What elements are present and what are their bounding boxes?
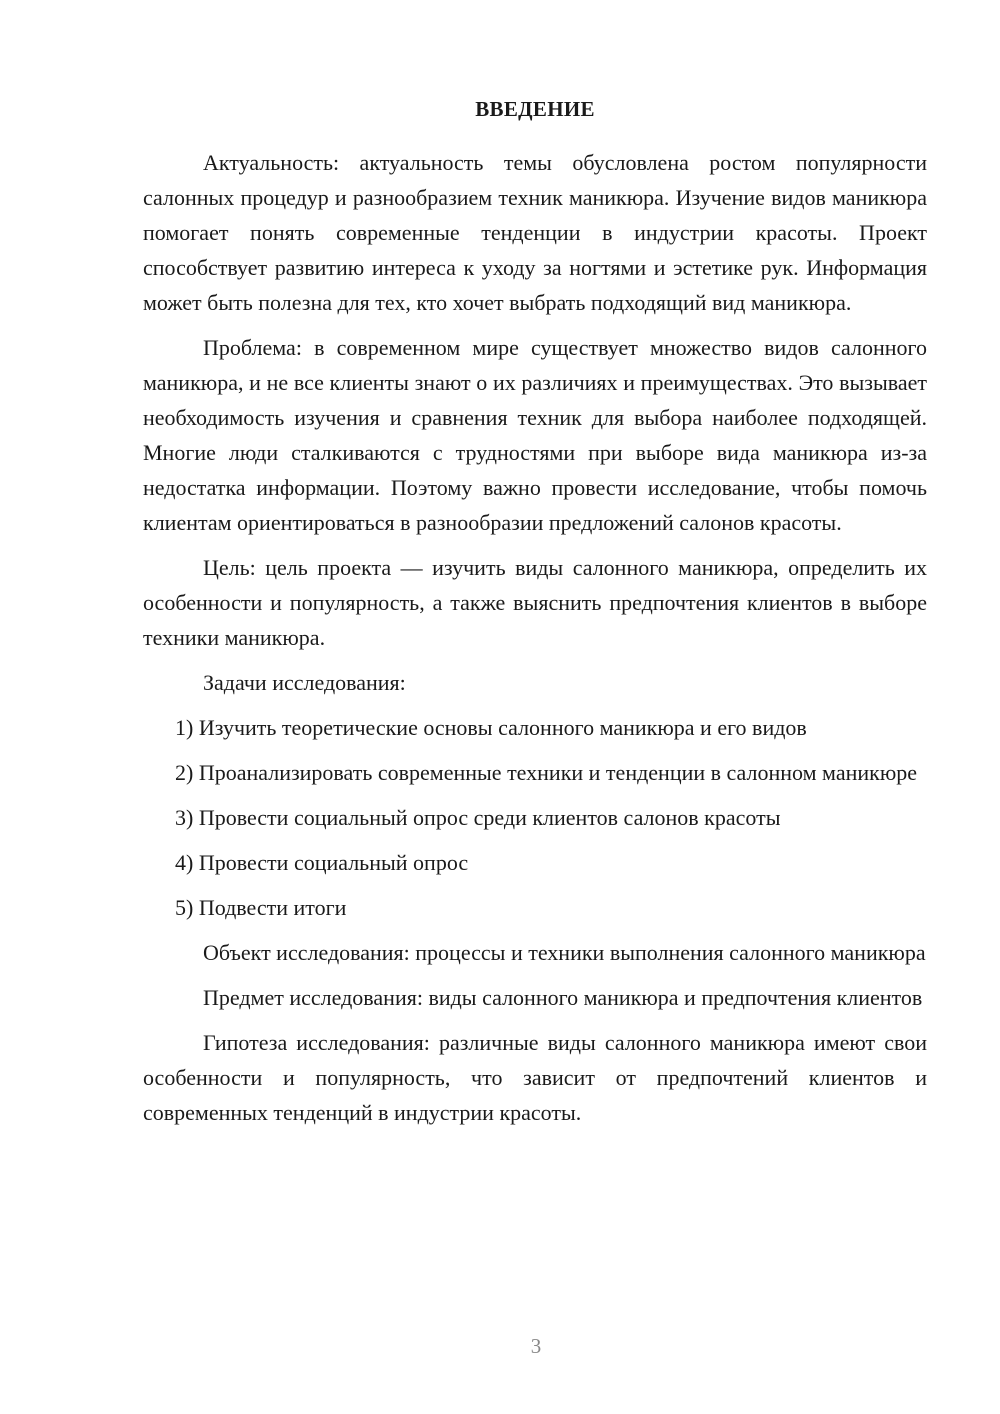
section-title: ВВЕДЕНИЕ — [475, 97, 595, 121]
tasks-heading: Задачи исследования: — [203, 670, 406, 695]
task-item-4: 4) Провести социальный опрос — [175, 850, 469, 875]
task-item-2: 2) Проанализировать современные техники и тенденции в салонном маникюре — [175, 760, 918, 785]
paragraph-hypothesis: Гипотеза исследования: различные виды салонного маникюра имеют свои особенности и популярность, что зависит от предпочтений клиентов и современных тенденций в индустрии красоты. — [143, 1030, 927, 1125]
task-item-5: 5) Подвести итоги — [175, 895, 347, 920]
page-number: 3 — [530, 1334, 542, 1358]
document-body — [143, 92, 927, 1140]
paragraph-subject: Предмет исследования: виды салонного маникюра и предпочтения клиентов — [203, 985, 923, 1010]
paragraph-goal: Цель: цель проекта — изучить виды салонного маникюра, определить их особенности и популярность, а также выяснить предпочтения клиентов в выборе техники маникюра. — [143, 555, 927, 650]
paragraph-relevance: Актуальность: актуальность темы обусловлена ростом популярности салонных процедур и разнообразием техник маникюра. Изучение видов маникюра помогает понять современные тенденции в индустрии красоты. Проект способствует развитию интереса к уходу за ногтями и эстетике рук. Информация может быть полезна для тех, кто хочет выбрать подходящий вид маникюра. — [143, 150, 927, 315]
paragraph-problem: Проблема: в современном мире существует множество видов салонного маникюра, и не все клиенты знают о их различиях и преимуществах. Это вызывает необходимость изучения и сравнения техник для выбора наиболее подходящей. Многие люди сталкиваются с трудностями при выборе вида маникюра из-за недостатка информации. Поэтому важно провести исследование, чтобы помочь клиентам ориентироваться в разнообразии предложений салонов красоты. — [143, 335, 927, 535]
paragraph-object: Объект исследования: процессы и техники выполнения салонного маникюра — [203, 940, 926, 965]
task-item-3: 3) Провести социальный опрос среди клиентов салонов красоты — [175, 805, 781, 830]
task-item-1: 1) Изучить теоретические основы салонного маникюра и его видов — [175, 715, 807, 740]
